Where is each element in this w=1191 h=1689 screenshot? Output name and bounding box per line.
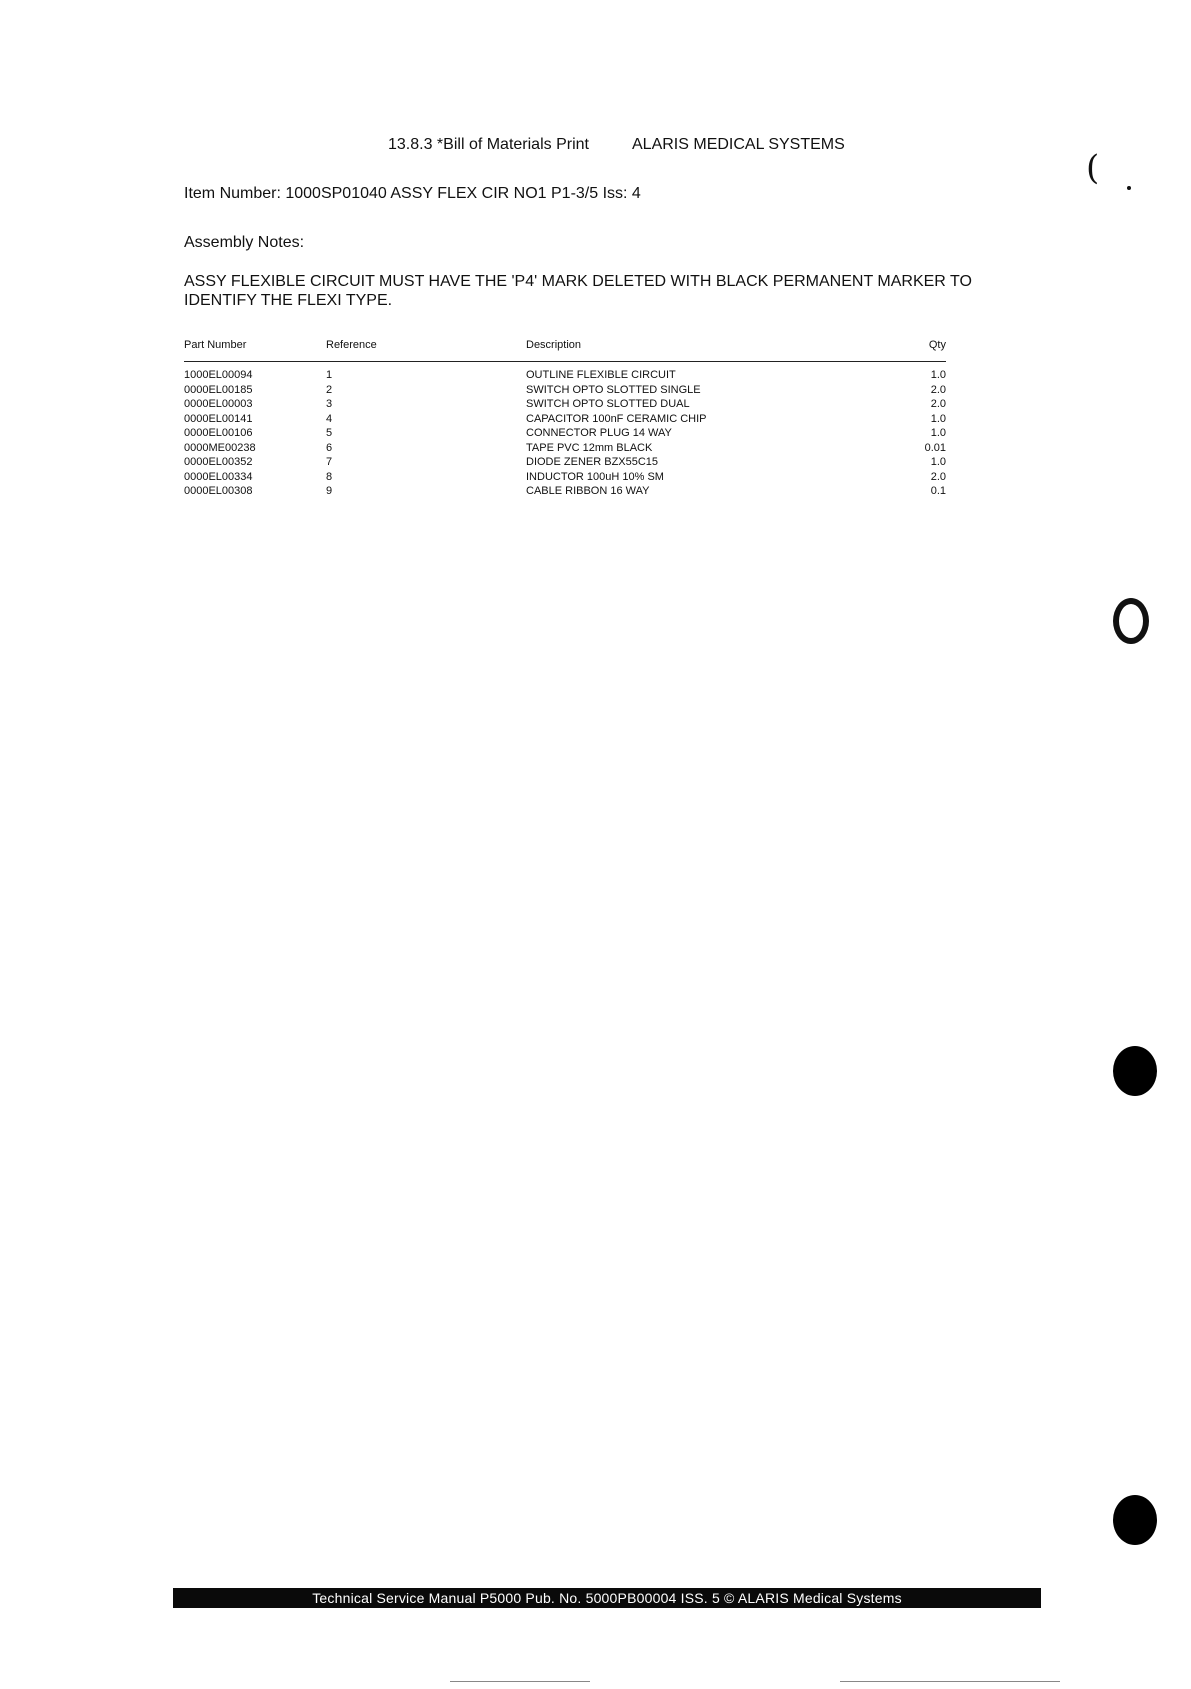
qty-cell: 2.0 [930, 383, 946, 396]
part-number-cell: 0000EL00106 [184, 427, 253, 439]
reference-cell: 2 [326, 383, 333, 396]
table-row [184, 384, 946, 399]
page-footer: Technical Service Manual P5000 Pub. No. 5000PB00004 ISS. 5 © ALARIS Medical Systems [173, 1588, 1041, 1608]
header-description: Description [526, 339, 582, 351]
company-name: ALARIS MEDICAL SYSTEMS [632, 136, 845, 153]
qty-cell: 1.0 [930, 369, 946, 381]
part-number-cell: 0000EL00185 [184, 383, 253, 396]
binder-hole-ring [1113, 598, 1149, 644]
reference-cell: 5 [326, 427, 333, 439]
bom-table-header [184, 339, 946, 362]
section-title: 13.8.3 *Bill of Materials Print [388, 136, 589, 153]
qty-cell: 2.0 [930, 398, 946, 410]
description-cell: DIODE ZENER BZX55C15 [526, 456, 659, 468]
table-row [184, 456, 946, 471]
qty-cell: 1.0 [930, 412, 946, 425]
reference-cell: 3 [326, 398, 333, 410]
table-row [184, 413, 946, 428]
table-row [184, 485, 946, 500]
header-qty: Qty [928, 339, 946, 351]
table-row [184, 471, 946, 486]
qty-cell: 0.01 [924, 441, 946, 454]
assembly-notes-text: ASSY FLEXIBLE CIRCUIT MUST HAVE THE 'P4' MARK DELETED WITH BLACK PERMANENT MARKER TO IDENTIFY THE FLEXI TYPE. [184, 273, 972, 309]
part-number-cell: 0000EL00141 [184, 412, 253, 425]
reference-cell: 8 [326, 470, 333, 483]
description-cell: SWITCH OPTO SLOTTED SINGLE [526, 383, 701, 396]
header-reference: Reference [326, 339, 377, 351]
scan-artifact-line [840, 1681, 1060, 1682]
scan-artifact-bracket: ( [1086, 148, 1100, 188]
reference-cell: 7 [326, 456, 333, 468]
bom-table-body [184, 369, 946, 500]
part-number-cell: 1000EL00094 [184, 369, 253, 381]
part-number-cell: 0000ME00238 [184, 441, 256, 454]
scan-artifact-line [450, 1681, 590, 1682]
header-part-number: Part Number [184, 339, 247, 351]
part-number-cell: 0000EL00003 [184, 398, 253, 410]
part-number-cell: 0000EL00352 [184, 456, 253, 468]
description-cell: CAPACITOR 100nF CERAMIC CHIP [526, 412, 707, 425]
description-cell: TAPE PVC 12mm BLACK [526, 441, 653, 454]
qty-cell: 2.0 [930, 470, 946, 483]
part-number-cell: 0000EL00308 [184, 485, 253, 497]
reference-cell: 4 [326, 412, 333, 425]
document-header [388, 136, 845, 154]
binder-hole [1113, 1046, 1157, 1096]
table-row [184, 427, 946, 442]
table-row [184, 442, 946, 457]
reference-cell: 9 [326, 485, 333, 497]
description-cell: OUTLINE FLEXIBLE CIRCUIT [526, 369, 676, 381]
table-row [184, 398, 946, 413]
description-cell: SWITCH OPTO SLOTTED DUAL [526, 398, 690, 410]
qty-cell: 0.1 [930, 485, 946, 497]
part-number-cell: 0000EL00334 [184, 470, 253, 483]
scan-artifact-dot [1127, 186, 1131, 190]
assembly-notes-label: Assembly Notes: [184, 234, 305, 251]
description-cell: CONNECTOR PLUG 14 WAY [526, 427, 672, 439]
item-number-line: Item Number: 1000SP01040 ASSY FLEX CIR NO1 P1-3/5 Iss: 4 [184, 185, 641, 202]
qty-cell: 1.0 [930, 456, 946, 468]
binder-hole [1113, 1495, 1157, 1545]
table-row [184, 369, 946, 384]
description-cell: INDUCTOR 100uH 10% SM [526, 470, 664, 483]
qty-cell: 1.0 [930, 427, 946, 439]
reference-cell: 6 [326, 441, 333, 454]
description-cell: CABLE RIBBON 16 WAY [526, 485, 650, 497]
reference-cell: 1 [326, 369, 333, 381]
